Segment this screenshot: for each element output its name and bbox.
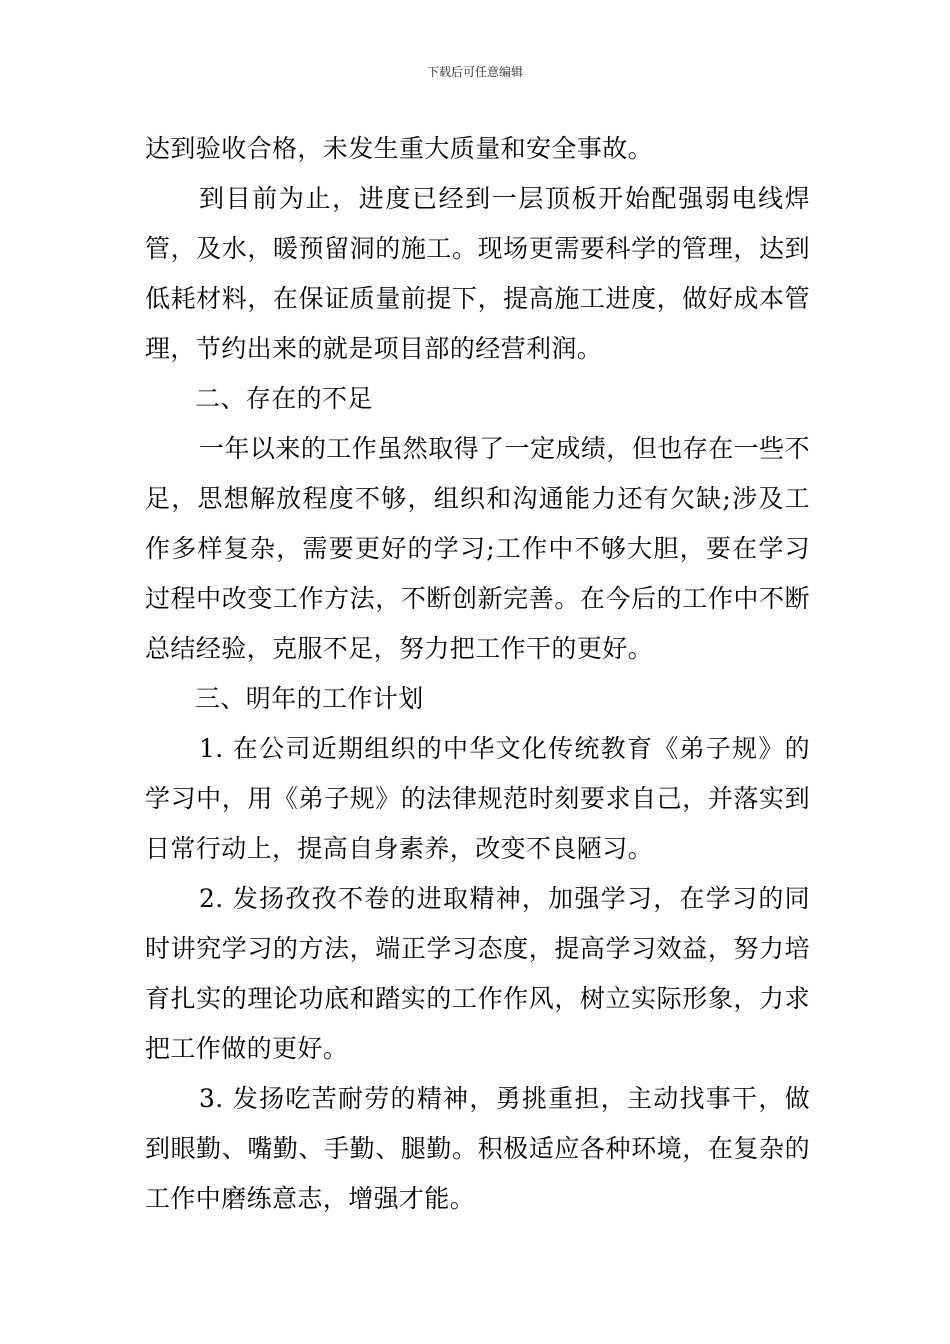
page-header: 下载后可任意编辑 <box>426 65 523 79</box>
section-heading-shortcomings: 二、存在的不足 <box>195 384 373 413</box>
paragraph-continuation: 达到验收合格，未发生重大质量和安全事故。 <box>145 134 654 163</box>
section-heading-plan: 三、明年的工作计划 <box>195 684 424 713</box>
paragraph-progress <box>145 174 810 374</box>
plan-item-1: 1. 在公司近期组织的中华文化传统教育《弟子规》的学习中，用《弟子规》的法律规范时刻要求自己，并落实到日常行动上，提高自身素养，改变不良陋习。 <box>145 734 810 863</box>
plan-item-3: 3. 发扬吃苦耐劳的精神，勇挑重担，主动找事干，做到眼勤、嘴勤、手勤、腿勤。积极适应各种环境，在复杂的工作中磨练意志，增强才能。 <box>145 1084 810 1213</box>
paragraph-progress-text: 到目前为止，进度已经到一层顶板开始配强弱电线焊管，及水，暖预留洞的施工。现场更需要科学的管理，达到低耗材料，在保证质量前提下，提高施工进度，做好成本管理，节约出来的就是项目部的经营利润。 <box>145 184 810 363</box>
plan-item-2: 2. 发扬孜孜不卷的进取精神，加强学习，在学习的同时讲究学习的方法，端正学习态度，提高学习效益，努力培育扎实的理论功底和踏实的工作作风，树立实际形象，力求把工作做的更好。 <box>145 884 810 1063</box>
document-body <box>145 124 810 1224</box>
paragraph-shortcomings: 一年以来的工作虽然取得了一定成绩，但也存在一些不足，思想解放程度不够，组织和沟通能力还有欠缺;涉及工作多样复杂，需要更好的学习;工作中不够大胆，要在学习过程中改变工作方法，不断创新完善。在今后的工作中不断总结经验，克服不足，努力把工作干的更好。 <box>145 434 810 663</box>
